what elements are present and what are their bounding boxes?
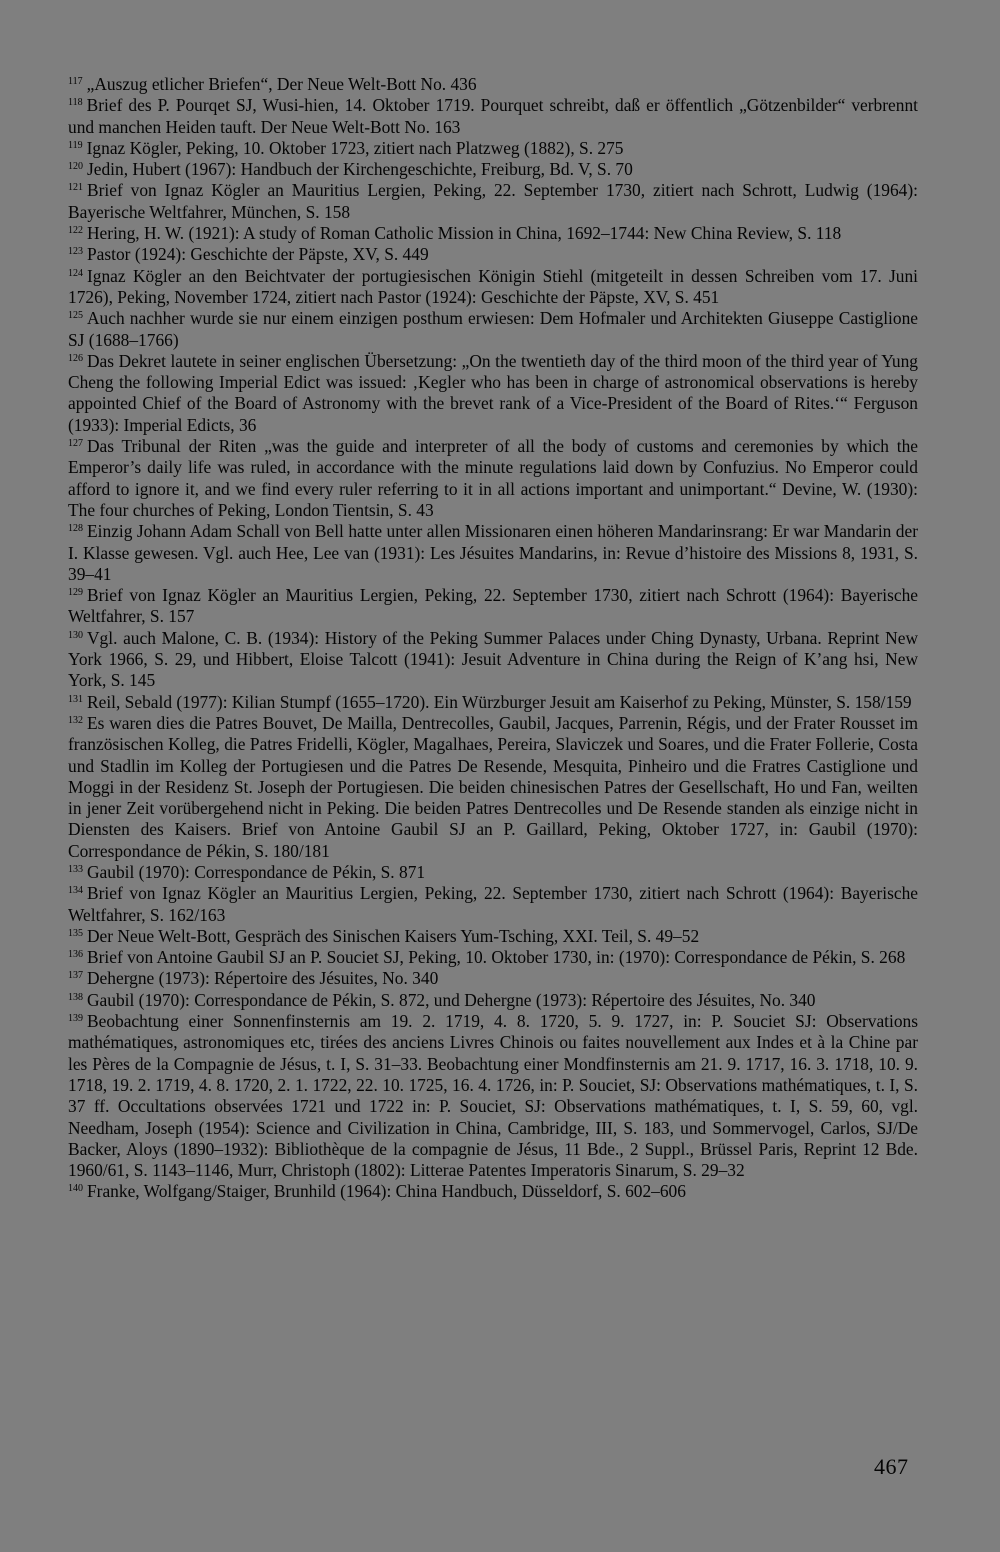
- footnote-131: [68, 692, 918, 713]
- footnote-number: 137: [68, 970, 83, 982]
- footnote-121: [68, 180, 918, 223]
- footnote-number: 136: [68, 949, 83, 961]
- footnote-number: 132: [68, 714, 83, 726]
- footnotes-block: [68, 74, 918, 1203]
- footnote-117: [68, 74, 918, 95]
- footnote-number: 127: [68, 438, 83, 450]
- footnote-122: [68, 223, 918, 244]
- footnote-125: [68, 308, 918, 351]
- footnote-number: 126: [68, 352, 83, 364]
- footnote-130: [68, 628, 918, 692]
- footnote-136: [68, 947, 918, 968]
- footnote-118: [68, 95, 918, 138]
- footnote-126: [68, 351, 918, 436]
- footnote-text: Brief von Antoine Gaubil SJ an P. Souciet SJ, Peking, 10. Oktober 1730, in: (1970): Correspondance de Pékin, S. 268: [87, 947, 906, 968]
- footnote-text: Beobachtung einer Sonnenfinsternis am 19. 2. 1719, 4. 8. 1720, 5. 9. 1727, in: P. Souciet SJ: Observations mathématiques, astronomiques etc, tirées des anciens Livres Chinois ou faites nouvellement aux Indes et à la Chine par les Pères de la Compagnie de Jésus, t. I, S. 31–33. Beobachtung einer Mondfinsternis am 21. 9. 1717, 16. 3. 1718, 10. 9. 1718, 19. 2. 1719, 4. 8. 1720, 2. 1. 1722, 22. 10. 1725, 16. 4. 1726, in: P. Souciet, SJ: Observations mathématiques, t. I, S. 37 ff. Occultations observées 1721 und 1722 in: P. Souciet, SJ: Observations mathématiques, t. I, S. 59, 60, vgl. Needham, Joseph (1954): Science and Civilization in China, Cambridge, III, S. 183, und Sommervogel, Carlos, SJ/De Backer, Aloys (1890–1932): Bibliothèque de la compagnie de Jésus, 11 Bde., 2 Suppl., Brüssel Paris, Reprint 12 Bde. 1960/61, S. 1143–1146, Murr, Christoph (1802): Litterae Patentes Imperatoris Sinarum, S. 29–32: [68, 1011, 918, 1181]
- footnote-text: Pastor (1924): Geschichte der Päpste, XV, S. 449: [87, 244, 429, 265]
- footnote-text: Auch nachher wurde sie nur einem einzigen posthum erwiesen: Dem Hofmaler und Architekten Giuseppe Castiglione SJ (1688–1766): [68, 308, 918, 350]
- footnote-134: [68, 883, 918, 926]
- footnote-137: [68, 968, 918, 989]
- footnote-number: 135: [68, 927, 83, 939]
- footnote-133: [68, 862, 918, 883]
- footnote-123: [68, 244, 918, 265]
- footnote-number: 120: [68, 161, 83, 173]
- footnote-number: 138: [68, 991, 83, 1003]
- footnote-138: [68, 990, 918, 1011]
- footnote-text: Das Tribunal der Riten „was the guide and interpreter of all the body of customs and ceremonies by which the Emperor’s daily life was ruled, in accordance with the minute regulations laid down by Confuzius. No Emperor could afford to ignore it, and we find every ruler referring to it in all actions important and unimportant.“ Devine, W. (1930): The four churches of Peking, London Tientsin, S. 43: [68, 436, 918, 520]
- footnote-number: 133: [68, 863, 83, 875]
- footnote-number: 124: [68, 267, 83, 279]
- footnote-132: [68, 713, 918, 862]
- footnote-number: 118: [68, 97, 83, 109]
- footnote-128: [68, 521, 918, 585]
- footnote-text: Jedin, Hubert (1967): Handbuch der Kirchengeschichte, Freiburg, Bd. V, S. 70: [87, 159, 633, 180]
- footnote-140: [68, 1181, 918, 1202]
- footnote-text: Einzig Johann Adam Schall von Bell hatte unter allen Missionaren einen höheren Mandarinsrang: Er war Mandarin der I. Klasse gewesen. Vgl. auch Hee, Lee van (1931): Les Jésuites Mandarins, in: Revue d’histoire des Missions 8, 1931, S. 39–41: [68, 521, 918, 584]
- footnote-124: [68, 266, 918, 309]
- footnote-119: [68, 138, 918, 159]
- footnote-text: Hering, H. W. (1921): A study of Roman Catholic Mission in China, 1692–1744: New China Review, S. 118: [87, 223, 842, 244]
- footnote-number: 125: [68, 310, 83, 322]
- page-number: 467: [874, 1454, 909, 1479]
- footnote-text: Brief des P. Pourqet SJ, Wusi-hien, 14. Oktober 1719. Pourquet schreibt, daß er öffentlich „Götzenbilder“ verbrennt und manchen Heiden tauft. Der Neue Welt-Bott No. 163: [68, 95, 918, 137]
- footnote-120: [68, 159, 918, 180]
- footnote-text: Brief von Ignaz Kögler an Mauritius Lergien, Peking, 22. September 1730, zitiert nach Schrott, Ludwig (1964): Bayerische Weltfahrer, München, S. 158: [68, 180, 918, 222]
- footnote-text: Gaubil (1970): Correspondance de Pékin, S. 871: [87, 861, 426, 882]
- footnote-number: 122: [68, 225, 83, 237]
- footnote-text: Ignaz Kögler an den Beichtvater der portugiesischen Königin Stiehl (mitgeteilt in dessen Schreiben vom 17. Juni 1726), Peking, November 1724, zitiert nach Pastor (1924): Geschichte der Päpste, XV, S. 451: [68, 265, 918, 307]
- footnote-number: 121: [68, 182, 83, 194]
- footnote-number: 131: [68, 693, 83, 705]
- footnote-127: [68, 436, 918, 521]
- footnote-text: Der Neue Welt-Bott, Gespräch des Sinischen Kaisers Yum-Tsching, XXI. Teil, S. 49–52: [87, 925, 700, 946]
- footnote-number: 123: [68, 246, 83, 258]
- footnote-text: Dehergne (1973): Répertoire des Jésuites, No. 340: [87, 968, 439, 989]
- footnote-135: [68, 926, 918, 947]
- footnote-number: 128: [68, 523, 83, 535]
- footnote-number: 129: [68, 587, 83, 599]
- footnote-number: 130: [68, 629, 83, 641]
- footnote-139: [68, 1011, 918, 1181]
- footnote-number: 119: [68, 139, 83, 151]
- footnote-number: 139: [68, 1013, 83, 1025]
- footnote-text: Brief von Ignaz Kögler an Mauritius Lergien, Peking, 22. September 1730, zitiert nach Schrott (1964): Bayerische Weltfahrer, S. 157: [68, 585, 918, 627]
- footnote-text: Ignaz Kögler, Peking, 10. Oktober 1723, zitiert nach Platzweg (1882), S. 275: [86, 137, 624, 158]
- footnote-text: Es waren dies die Patres Bouvet, De Mailla, Dentrecolles, Gaubil, Jacques, Parrenin, Régis, und der Frater Rousset im französischen Kolleg, die Patres Fridelli, Kögler, Magalhaes, Pereira, Slaviczek und Soares, und die Frater Follerie, Costa und Stadlin im Kolleg der Portugiesen und die Patres De Resende, Mesquita, Pinheiro und die Fratres Castiglione und Moggi in der Residenz St. Joseph der Portugiesen. Die beiden chinesischen Patres der Gesellschaft, Ho und Fan, weilten in jener Zeit vorübergehend nicht in Peking. Die beiden Patres Dentrecolles und De Resende standen als einzige nicht in Diensten des Kaisers. Brief von Antoine Gaubil SJ an P. Gaillard, Peking, Oktober 1727, in: Gaubil (1970): Correspondance de Pékin, S. 180/181: [68, 712, 918, 861]
- footnote-number: 134: [68, 885, 83, 897]
- footnote-text: Gaubil (1970): Correspondance de Pékin, S. 872, und Dehergne (1973): Répertoire des Jésuites, No. 340: [87, 989, 816, 1010]
- footnote-text: Reil, Sebald (1977): Kilian Stumpf (1655–1720). Ein Würzburger Jesuit am Kaiserhof zu Peking, Münster, S. 158/159: [87, 691, 912, 712]
- footnote-number: 117: [68, 76, 83, 87]
- footnote-129: [68, 585, 918, 628]
- footnote-text: Vgl. auch Malone, C. B. (1934): History of the Peking Summer Palaces under Ching Dynasty, Urbana. Reprint New York 1966, S. 29, und Hibbert, Eloise Talcott (1941): Jesuit Adventure in China during the Reign of K’ang hsi, New York, S. 145: [68, 627, 918, 691]
- footnote-number: 140: [68, 1183, 83, 1195]
- footnote-text: Brief von Ignaz Kögler an Mauritius Lergien, Peking, 22. September 1730, zitiert nach Schrott (1964): Bayerische Weltfahrer, S. 162/163: [68, 883, 918, 925]
- footnote-text: Das Dekret lautete in seiner englischen Übersetzung: „On the twentieth day of the third moon of the third year of Yung Cheng the following Imperial Edict was issued: ‚Kegler who has been in charge of astronomical observations is hereby appointed Chief of the Board of Astronomy with the brevet rank of a Vice-President of the Board of Rites.‘“ Ferguson (1933): Imperial Edicts, 36: [68, 350, 918, 435]
- footnote-text: Franke, Wolfgang/Staiger, Brunhild (1964): China Handbuch, Düsseldorf, S. 602–606: [87, 1181, 686, 1202]
- footnote-text: „Auszug etlicher Briefen“, Der Neue Welt-Bott No. 436: [86, 74, 477, 94]
